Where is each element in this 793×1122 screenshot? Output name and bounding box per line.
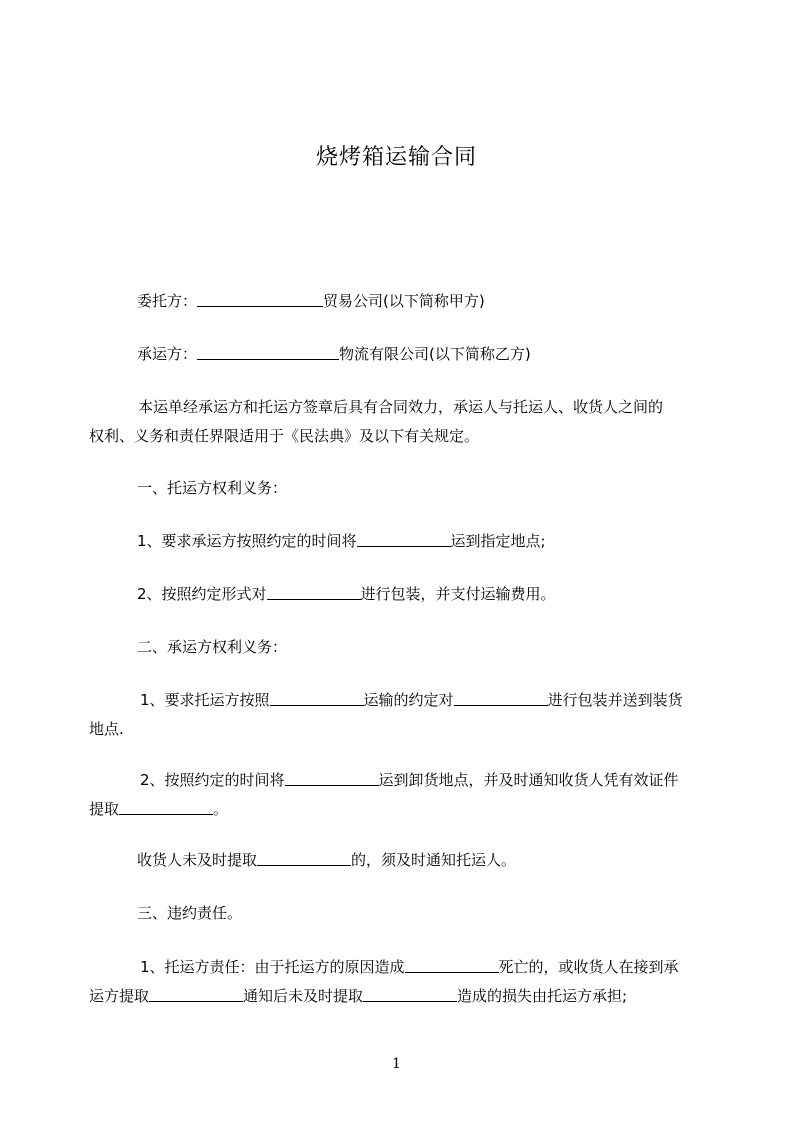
s2-item2-text-d: 。 <box>213 800 229 818</box>
party-b-label: 承运方： <box>137 345 198 363</box>
s2-item2-blank-2 <box>119 800 213 815</box>
s2-item2-blank-1 <box>285 771 379 786</box>
section-3-heading-text: 三、违约责任。 <box>137 904 243 922</box>
party-a-suffix: 贸易公司(以下简称甲方) <box>323 292 485 310</box>
s1-item1-text-b: 运到指定地点; <box>450 532 546 550</box>
s2-item2-text-a: 2、按照约定的时间将 <box>140 771 285 789</box>
s2-item1-blank-2 <box>454 691 548 706</box>
section-1-heading-text: 一、托运方权利义务： <box>137 479 288 497</box>
preamble-paragraph <box>89 393 711 451</box>
section-1-heading <box>89 474 711 503</box>
s3-item1-text-e: 造成的损失由托运方承担; <box>457 987 628 1005</box>
party-a-blank <box>197 292 323 307</box>
document-title: 烧烤箱运输合同 <box>315 145 477 170</box>
section-2-heading <box>89 633 711 662</box>
party-a-line <box>89 287 711 316</box>
s1-item1-text-a: 1、要求承运方按照约定的时间将 <box>137 532 357 550</box>
section-2-note <box>89 846 711 875</box>
s2-note-text-a: 收货人未及时提取 <box>137 851 258 869</box>
s2-item2-text-b: 运到卸货地点，并及时通知收货人凭有效证件 <box>378 771 679 789</box>
party-a-label: 委托方： <box>137 292 198 310</box>
s2-item1-text-d: 地点. <box>89 720 124 738</box>
preamble-line-2: 权利、义务和责任界限适用于《民法典》及以下有关规定。 <box>89 427 480 445</box>
s2-item2-text-c: 提取 <box>89 800 120 818</box>
s2-item1-text-c: 进行包装并送到装货 <box>547 691 683 709</box>
s3-item1-blank-2 <box>149 987 243 1002</box>
section-1-item-1 <box>89 527 711 556</box>
s3-item1-blank-1 <box>405 958 499 973</box>
section-2-item-2 <box>89 766 711 824</box>
s1-item2-text-a: 2、按照约定形式对 <box>137 585 267 603</box>
section-2-item-1 <box>89 686 711 744</box>
s3-item1-blank-3 <box>363 987 457 1002</box>
party-b-blank <box>197 345 339 360</box>
section-3-item-1 <box>89 953 711 1011</box>
s3-item1-text-b: 死亡的，或收货人在接到承 <box>498 958 679 976</box>
s2-item1-text-b: 运输的约定对 <box>363 691 454 709</box>
party-b-suffix: 物流有限公司(以下简称乙方) <box>339 345 531 363</box>
s2-item1-text-a: 1、要求托运方按照 <box>140 691 270 709</box>
page-number: 1 <box>392 1056 401 1072</box>
section-3-heading <box>89 899 711 928</box>
section-2-heading-text: 二、承运方权利义务： <box>137 638 288 656</box>
s1-item1-blank <box>357 532 451 547</box>
s3-item1-text-a: 1、托运方责任：由于托运方的原因造成 <box>140 958 405 976</box>
s2-note-blank <box>257 851 351 866</box>
s3-item1-text-c: 运方提取 <box>89 987 150 1005</box>
s2-item1-blank-1 <box>270 691 364 706</box>
s3-item1-text-d: 通知后未及时提取 <box>243 987 364 1005</box>
party-b-line <box>89 340 711 369</box>
section-1-item-2 <box>89 580 711 609</box>
s1-item2-text-b: 进行包装，并支付运输费用。 <box>360 585 556 603</box>
s1-item2-blank <box>267 585 361 600</box>
preamble-line-1: 本运单经承运方和托运方签章后具有合同效力，承运人与托运人、收货人之间的 <box>138 398 664 416</box>
s2-note-text-b: 的，须及时通知托运人。 <box>351 851 517 869</box>
